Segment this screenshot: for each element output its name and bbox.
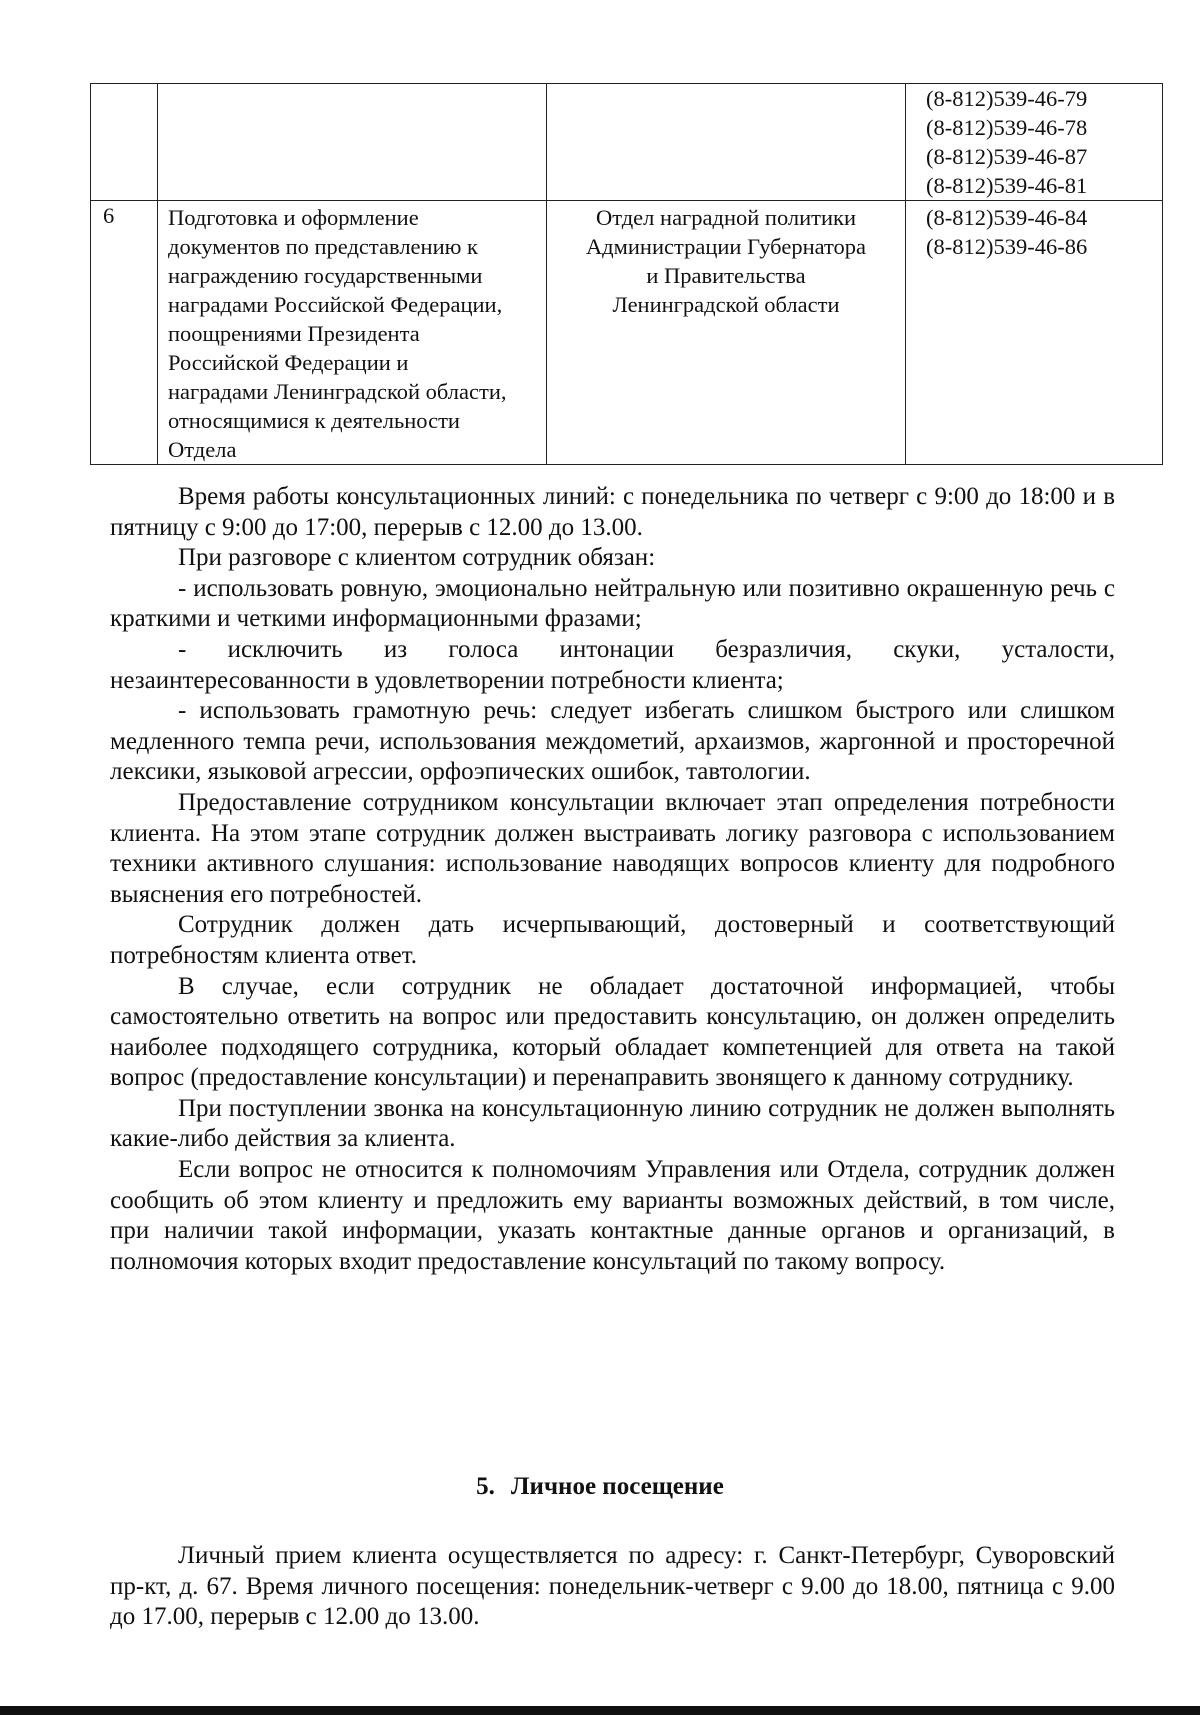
phone-number: (8-812)539-46-87: [926, 144, 1088, 169]
department-line: Ленинградской области: [612, 292, 840, 317]
service-description-cell: [158, 84, 547, 201]
list-item: - использовать ровную, эмоционально нейтральную или позитивно окрашенную речь с краткими и четкими информационными фразами;: [110, 574, 1115, 633]
phone-number: (8-812)539-46-84: [926, 205, 1088, 230]
paragraph: В случае, если сотрудник не обладает достаточной информацией, чтобы самостоятельно ответить на вопрос или предоставить консультацию, он должен определить наиболее подходящего сотрудника, который обладает компетенцией для ответа на такой вопрос (предоставление консультации) и перенаправить звонящего к данному сотруднику.: [110, 972, 1115, 1092]
phone-number: (8-812)539-46-78: [926, 115, 1088, 140]
department-line: и Правительства: [646, 263, 806, 288]
table-row: [91, 201, 1163, 465]
description-line: Российской Федерации и: [168, 350, 409, 375]
contacts-table: [90, 83, 1163, 465]
paragraph: Сотрудник должен дать исчерпывающий, достоверный и соответствующий потребностям клиента ответ.: [110, 911, 1115, 969]
paragraph: Предоставление сотрудником консультации включает этап определения потребности клиента. На этом этапе сотрудник должен выстраивать логику разговора с использованием техники активного слушания: использование наводящих вопросов клиенту для подробного выяснения его потребностей.: [110, 788, 1115, 908]
row-number-cell: 6: [91, 201, 158, 465]
description-line: наградами Российской Федерации,: [168, 292, 503, 317]
paragraph: Личный прием клиента осуществляется по адресу: г. Санкт-Петербург, Суворовский пр-кт, д. 67. Время личного посещения: понедельник-четверг с 9.00 до 18.00, пятница с 9.00 до 17.00, перерыв с 12.00 до 13.00.: [110, 1542, 1115, 1631]
paragraph: Время работы консультационных линий: с понедельника по четверг с 9:00 до 18:00 и в пятницу с 9:00 до 17:00, перерыв с 12.00 до 13.00.: [110, 483, 1115, 541]
final-text: [110, 1541, 1115, 1633]
body-text: [110, 482, 1115, 1277]
row-number-cell: [91, 84, 158, 201]
description-line: Подготовка и оформление: [168, 205, 419, 230]
department-line: Отдел наградной политики: [595, 205, 857, 230]
section-number: 5.: [476, 1473, 495, 1500]
phone-number: (8-812)539-46-81: [926, 173, 1088, 198]
description-line: Отдела: [168, 437, 237, 462]
phone-number: (8-812)539-46-86: [926, 234, 1088, 259]
scan-edge-bar: [0, 1706, 1200, 1715]
department-line: Администрации Губернатора: [585, 234, 867, 259]
phone-cell: [906, 84, 1163, 201]
list-item: - исключить из голоса интонации безразличия, скуки, усталости, незаинтересованности в удовлетворении потребности клиента;: [110, 635, 1115, 694]
service-description-cell: [158, 201, 547, 465]
paragraph: Если вопрос не относится к полномочиям Управления или Отдела, сотрудник должен сообщить об этом клиенту и предложить ему варианты возможных действий, в том числе, при наличии такой информации, указать контактные данные органов и организаций, в полномочия которых входит предоставление консультаций по такому вопросу.: [110, 1156, 1115, 1275]
department-cell: [547, 84, 906, 201]
description-line: наградами Ленинградской области,: [168, 379, 507, 404]
description-line: награждению государственными: [168, 263, 483, 288]
section-title: Личное посещение: [510, 1473, 724, 1500]
list-item: - использовать грамотную речь: следует избегать слишком быстрого или слишком медленного темпа речи, использования междометий, архаизмов, жаргонной и просторечной лексики, языковой агрессии, орфоэпических ошибок, тавтологии.: [110, 697, 1115, 786]
department-cell: [547, 201, 906, 465]
section-heading: [0, 1473, 1200, 1501]
description-line: относящимися к деятельности: [168, 408, 460, 433]
description-line: документов по представлению к: [168, 234, 478, 259]
paragraph: При поступлении звонка на консультационную линию сотрудник не должен выполнять какие-либо действия за клиента.: [110, 1094, 1115, 1153]
description-line: поощрениями Президента: [168, 321, 420, 346]
phone-number: (8-812)539-46-79: [926, 86, 1088, 111]
table-row: [91, 84, 1163, 201]
paragraph: При разговоре с клиентом сотрудник обязан:: [178, 544, 656, 572]
phone-cell: [906, 201, 1163, 465]
